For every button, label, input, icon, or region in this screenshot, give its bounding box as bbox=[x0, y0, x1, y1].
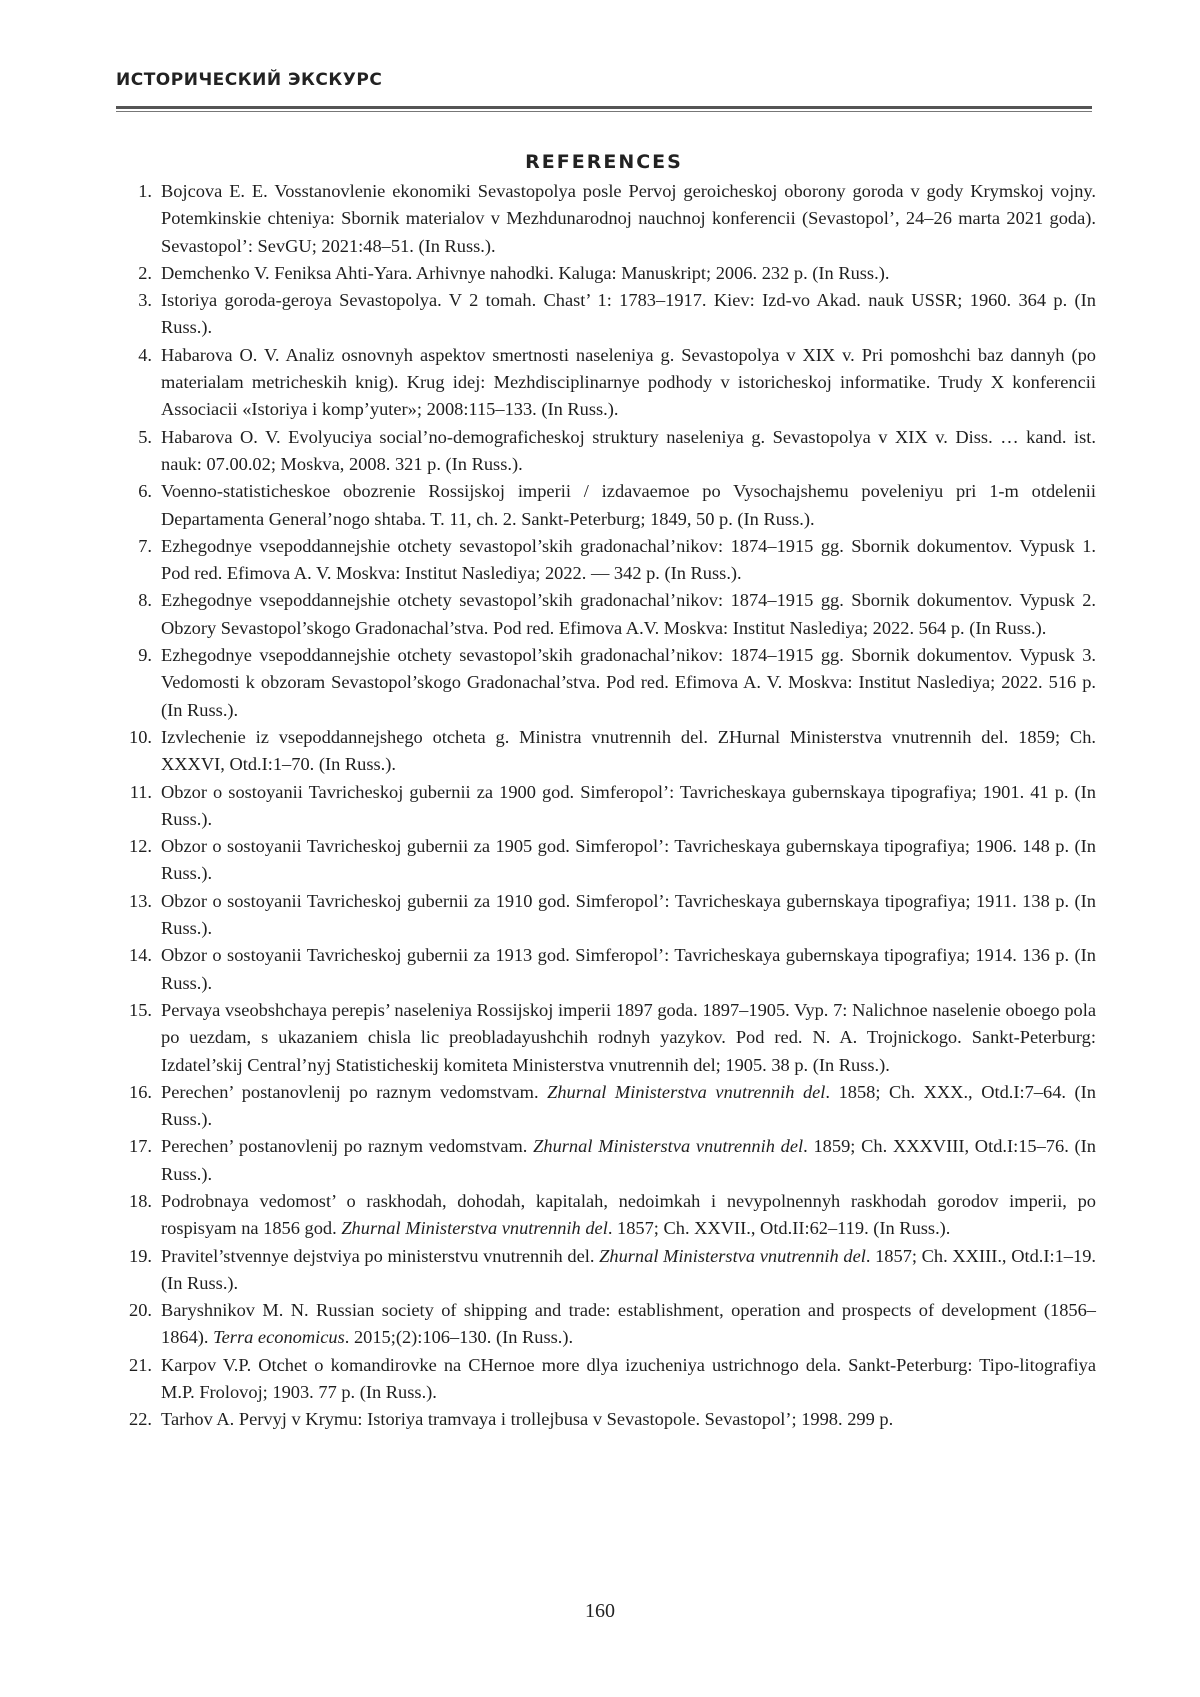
reference-number: 3. bbox=[138, 290, 152, 311]
reference-text bbox=[161, 727, 1096, 774]
reference-text-part: Habarova O. V. Analiz osnovnyh aspektov smertnosti naseleniya g. Sevastopolya v XIX v. Pri pomoshchi baz dannyh (po materialam metricheskih knig). Krug idej: Mezhdisciplinarnye podhody v istoricheskoj informatike. Trudy X konferencii Associacii «Istoriya i komp’yuter»; 2008:115–133. (In Russ.). bbox=[161, 344, 1096, 420]
reference-text bbox=[161, 1409, 893, 1429]
reference-text-part: . 1857; Ch. XXIII., Otd.I:1–19. (In Russ.). bbox=[161, 1245, 1096, 1293]
reference-text-part: Obzor o sostoyanii Tavricheskoj gubernii za 1905 god. Simferopol’: Tavricheskaya gubernskaya tipografiya; 1906. 148 p. (In Russ.). bbox=[161, 836, 1096, 884]
reference-text-part: Pravitel’stvennye dejstviya po ministerstvu vnutrennih del. bbox=[161, 1245, 600, 1266]
reference-item bbox=[116, 997, 1096, 1079]
reference-item bbox=[116, 587, 1096, 642]
reference-number: 1. bbox=[138, 181, 152, 201]
reference-text-part: Ezhegodnye vsepoddannejshie otchety sevastopol’skih gradonachal’nikov: 1874–1915 gg. Sbornik dokumentov. Vypusk 1. Pod red. Efimova A. V. Moskva: Institut Naslediya; 2022. — 342 p. (In Russ.). bbox=[161, 535, 1096, 584]
reference-number: 14. bbox=[129, 945, 152, 966]
reference-number: 11. bbox=[129, 781, 152, 802]
reference-text-part: Habarova O. V. Evolyuciya social’no-demograficheskoj struktury naseleniya g. Sevastopolya v XIX v. Diss. … kand. ist. nauk: 07.00.02; Moskva, 2008. 321 p. (In Russ.). bbox=[161, 426, 1096, 474]
reference-text-part: Baryshnikov M. N. Russian society of shipping and trade: establishment, operation and prospects of development (1856–1864). bbox=[161, 1300, 1096, 1348]
reference-text bbox=[161, 181, 1096, 256]
reference-item bbox=[116, 833, 1096, 888]
reference-text bbox=[161, 645, 1096, 720]
reference-text bbox=[161, 1000, 1096, 1075]
reference-number: 19. bbox=[129, 1245, 152, 1266]
reference-item bbox=[116, 1352, 1096, 1407]
reference-text-part: Ezhegodnye vsepoddannejshie otchety sevastopol’skih gradonachal’nikov: 1874–1915 gg. Sbornik dokumentov. Vypusk 3. Vedomosti k obzoram Sevastopol’skogo Gradonachal’stva. Pod red. Efimova A. V. Moskva: Institut Naslediya; 2022. 516 p. (In Russ.). bbox=[161, 645, 1096, 720]
header-rule-thin bbox=[116, 111, 1092, 112]
reference-number: 8. bbox=[138, 590, 152, 611]
reference-text bbox=[161, 290, 1096, 337]
page-number: 160 bbox=[585, 1600, 615, 1622]
reference-item bbox=[116, 1406, 1096, 1433]
reference-text-part: . 1859; Ch. XXXVIII, Otd.I:15–76. (In Russ.). bbox=[161, 1136, 1096, 1184]
reference-text bbox=[161, 1191, 1096, 1238]
reference-text bbox=[161, 1246, 1096, 1293]
header-rule bbox=[116, 106, 1092, 109]
reference-text-part: . 1858; Ch. XXX., Otd.I:7–64. (In Russ.). bbox=[161, 1081, 1096, 1130]
reference-text-part: Ezhegodnye vsepoddannejshie otchety sevastopol’skih gradonachal’nikov: 1874–1915 gg. Sbornik dokumentov. Vypusk 2. Obzory Sevastopol’skogo Gradonachal’stva. Pod red. Efimova A.V. Moskva: Institut Naslediya; 2022. 564 p. (In Russ.). bbox=[161, 590, 1096, 638]
reference-item bbox=[116, 260, 1096, 287]
reference-number: 9. bbox=[138, 645, 152, 666]
reference-text-part: Podrobnaya vedomost’ o raskhodah, dohodah, kapitalah, nedoimkah i nevypolnennyh raskhodah gorodov imperii, po rospisyam na 1856 god. bbox=[161, 1190, 1096, 1239]
reference-text-part: Karpov V.P. Otchet o komandirovke na CHernoe more dlya izucheniya ustrichnogo dela. Sankt-Peterburg: Tipo-litografiya M.P. Frolovoj; 1903. 77 p. (In Russ.). bbox=[161, 1354, 1096, 1403]
reference-item bbox=[116, 888, 1096, 943]
reference-text bbox=[161, 590, 1096, 637]
reference-number: 15. bbox=[129, 999, 152, 1020]
reference-list bbox=[116, 178, 1096, 1434]
reference-journal-title: Zhurnal Ministerstva vnutrennih del bbox=[533, 1136, 804, 1157]
reference-text bbox=[161, 836, 1096, 883]
reference-number: 22. bbox=[129, 1409, 152, 1430]
reference-item bbox=[116, 178, 1096, 260]
reference-journal-title: Zhurnal Ministerstva vnutrennih del bbox=[599, 1245, 866, 1266]
reference-number: 18. bbox=[129, 1190, 152, 1211]
reference-text bbox=[161, 1355, 1096, 1402]
reference-text bbox=[161, 345, 1096, 420]
section-title: REFERENCES bbox=[525, 151, 683, 173]
reference-text-part: Demchenko V. Feniksa Ahti-Yara. Arhivnye nahodki. Kaluga: Manuskript; 2006. 232 p. (In Russ.). bbox=[161, 262, 890, 283]
reference-text-part: Istoriya goroda-geroya Sevastopolya. V 2 tomah. Chast’ 1: 1783–1917. Kiev: Izd-vo Akad. nauk USSR; 1960. 364 p. (In Russ.). bbox=[161, 290, 1096, 338]
reference-item bbox=[116, 1188, 1096, 1243]
reference-text-part: . 2015;(2):106–130. (In Russ.). bbox=[344, 1327, 574, 1348]
reference-text bbox=[161, 782, 1096, 829]
reference-number: 20. bbox=[129, 1300, 152, 1321]
reference-journal-title: Terra economicus bbox=[213, 1327, 345, 1348]
reference-text-part: Obzor o sostoyanii Tavricheskoj gubernii za 1913 god. Simferopol’: Tavricheskaya gubernskaya tipografiya; 1914. 136 p. (In Russ.). bbox=[161, 945, 1096, 993]
reference-item bbox=[116, 1079, 1096, 1134]
reference-number: 13. bbox=[129, 890, 152, 911]
reference-text bbox=[161, 1082, 1096, 1129]
reference-number: 12. bbox=[129, 836, 152, 857]
reference-item bbox=[116, 642, 1096, 724]
reference-text-part: Izvlechenie iz vsepoddannejshego otcheta g. Ministra vnutrennih del. ZHurnal Ministerstva vnutrennih del. 1859; Ch. XXXVI, Otd.I:1–70. (In Russ.). bbox=[161, 726, 1096, 775]
reference-text bbox=[161, 945, 1096, 992]
reference-text-part: Tarhov A. Pervyj v Krymu: Istoriya tramvaya i trollejbusa v Sevastopole. Sevastopol’; 1998. 299 p. bbox=[161, 1409, 894, 1430]
reference-text bbox=[161, 536, 1096, 583]
reference-item bbox=[116, 1297, 1096, 1352]
reference-number: 4. bbox=[138, 344, 152, 365]
reference-text bbox=[161, 481, 1096, 528]
reference-text-part: Obzor o sostoyanii Tavricheskoj gubernii za 1900 god. Simferopol’: Tavricheskaya gubernskaya tipografiya; 1901. 41 p. (In Russ.). bbox=[161, 781, 1096, 829]
reference-item bbox=[116, 779, 1096, 834]
reference-item bbox=[116, 1243, 1096, 1298]
reference-number: 16. bbox=[129, 1081, 152, 1102]
reference-number: 6. bbox=[138, 481, 152, 502]
reference-item bbox=[116, 342, 1096, 424]
reference-text-part: Voenno-statisticheskoe obozrenie Rossijskoj imperii / izdavaemoe po Vysochajshemu poveleniyu pri 1-m otdelenii Departamenta General’nogo shtaba. T. 11, ch. 2. Sankt-Peterburg; 1849, 50 p. (In Russ.). bbox=[161, 481, 1096, 529]
reference-text bbox=[161, 427, 1096, 474]
reference-item bbox=[116, 942, 1096, 997]
running-header: ИСТОРИЧЕСКИЙ ЭКСКУРС bbox=[116, 70, 383, 90]
reference-text-part: Pervaya vseobshchaya perepis’ naseleniya Rossijskoj imperii 1897 goda. 1897–1905. Vyp. 7: Nalichnoe naselenie oboego pola po uezdam, s ukazaniem chisla lic preobladayushchih rodnyh yazykov. Pod red. N. A. Trojnickogo. Sankt-Peterburg: Izdatel’skij Central’nyj Statisticheskij komiteta Ministerstva vnutrennih del; 1905. 38 p. (In Russ.). bbox=[161, 999, 1096, 1075]
reference-item bbox=[116, 724, 1096, 779]
reference-text-part: . 1857; Ch. XXVII., Otd.II:62–119. (In Russ.). bbox=[607, 1218, 951, 1239]
reference-item bbox=[116, 1133, 1096, 1188]
reference-item bbox=[116, 478, 1096, 533]
reference-number: 2. bbox=[138, 262, 152, 283]
reference-text-part: Obzor o sostoyanii Tavricheskoj gubernii za 1910 god. Simferopol’: Tavricheskaya gubernskaya tipografiya; 1911. 138 p. (In Russ.). bbox=[161, 890, 1096, 939]
reference-item bbox=[116, 287, 1096, 342]
reference-text-part: Perechen’ postanovlenij po raznym vedomstvam. bbox=[161, 1136, 534, 1157]
reference-text-part: Perechen’ postanovlenij po raznym vedomstvam. bbox=[161, 1081, 548, 1102]
reference-text bbox=[161, 1136, 1096, 1183]
reference-journal-title: Zhurnal Ministerstva vnutrennih del bbox=[547, 1081, 826, 1102]
reference-item bbox=[116, 533, 1096, 588]
reference-item bbox=[116, 424, 1096, 479]
reference-number: 17. bbox=[129, 1136, 152, 1157]
reference-number: 5. bbox=[138, 426, 152, 447]
reference-number: 10. bbox=[129, 726, 152, 747]
reference-text bbox=[161, 1300, 1096, 1347]
reference-number: 21. bbox=[129, 1354, 152, 1375]
reference-journal-title: Zhurnal Ministerstva vnutrennih del bbox=[341, 1218, 608, 1239]
reference-text-part: Bojcova E. E. Vosstanovlenie ekonomiki Sevastopolya posle Pervoj geroicheskoj oborony goroda v gody Krymskoj vojny. Potemkinskie chteniya: Sbornik materialov v Mezhdunarodnoj nauchnoj konferencii (Sevastopol’, 24–26 marta 2021 goda). Sevastopol’: SevGU; 2021:48–51. (In Russ.). bbox=[161, 181, 1096, 256]
reference-number: 7. bbox=[138, 535, 152, 556]
reference-text bbox=[161, 891, 1096, 938]
reference-text bbox=[161, 263, 889, 283]
